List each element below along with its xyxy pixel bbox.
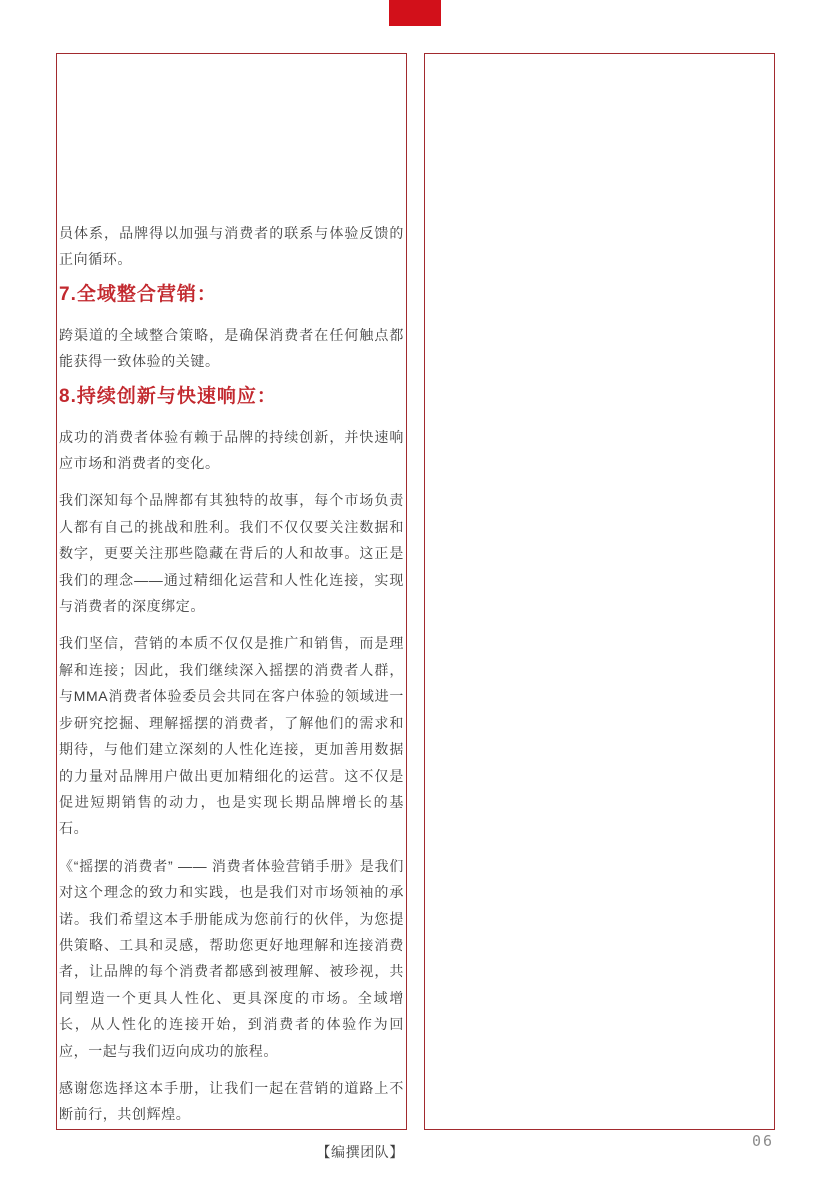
- page-number: 06: [751, 1132, 774, 1150]
- paragraph-marketing-essence: 我们坚信，营销的本质不仅仅是推广和销售，而是理解和连接；因此，我们继续深入摇摆的消费者人群，与MMA消费者体验委员会共同在客户体验的领域进一步研究挖掘、理解摇摆的消费者，了解他们的需求和期待，与他们建立深刻的人性化连接，更加善用数据的力量对品牌用户做出更加精细化的运营。这不仅是促进短期销售的动力，也是实现长期品牌增长的基石。: [59, 635, 404, 837]
- section-heading-8: 8.持续创新与快速响应：: [59, 385, 277, 407]
- page-tab-marker: [389, 0, 441, 26]
- paragraph-innovation: 成功的消费者体验有赖于品牌的持续创新，并快速响应市场和消费者的变化。: [59, 428, 404, 472]
- left-column: [56, 53, 407, 1160]
- paragraph-thanks: 感谢您选择这本手册，让我们一起在营销的道路上不断前行，共创辉煌。: [59, 1079, 404, 1123]
- editorial-team-signature: 【编撰团队】: [316, 1143, 404, 1160]
- paragraph-omni-channel: 跨渠道的全域整合策略，是确保消费者在任何触点都能获得一致体验的关键。: [59, 326, 404, 370]
- article-content: [57, 54, 406, 1165]
- paragraph-continuation: 员体系，品牌得以加强与消费者的联系与体验反馈的正向循环。: [59, 225, 404, 268]
- paragraph-handbook-commitment: 《“摇摆的消费者” —— 消费者体验营销手册》是我们对这个理念的致力和实践，也是我们对市场领袖的承诺。我们希望这本手册能成为您前行的伙伴，为您提供策略、工具和灵感，帮助您更好地理解和连接消费者，让品牌的每个消费者都感到被理解、被珍视，共同塑造一个更具人性化、更具深度的市场。全域增长，从人性化的连接开始，到消费者的体验作为回应，一起与我们迈向成功的旅程。: [59, 857, 404, 1059]
- section-heading-7: 7.全域整合营销：: [59, 283, 217, 305]
- right-column: [424, 53, 775, 1130]
- paragraph-brand-story: 我们深知每个品牌都有其独特的故事，每个市场负责人都有自己的挑战和胜利。我们不仅仅要关注数据和数字，更要关注那些隐藏在背后的人和故事。这正是我们的理念——通过精细化运营和人性化连接，实现与消费者的深度绑定。: [59, 492, 404, 615]
